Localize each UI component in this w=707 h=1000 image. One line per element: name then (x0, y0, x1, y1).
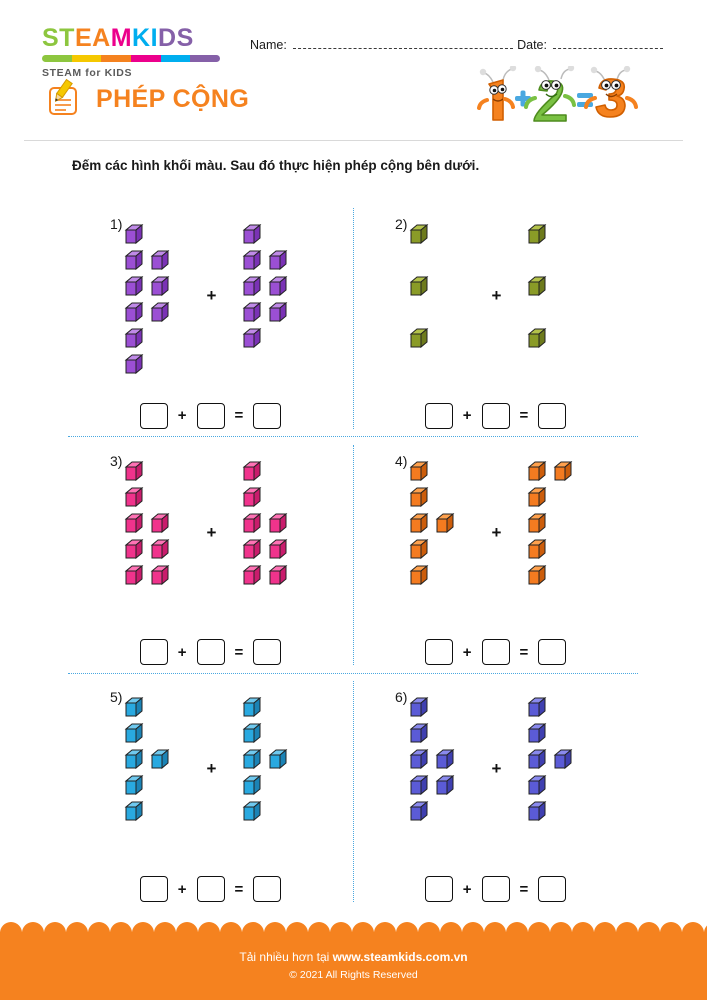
cube-right (526, 276, 548, 298)
cube-left (408, 487, 430, 509)
cube-right (526, 487, 548, 509)
cube-right (241, 801, 263, 823)
name-date-row (250, 38, 667, 52)
answer-row (68, 403, 353, 429)
answer-row (68, 639, 353, 665)
cube-left (123, 328, 145, 350)
123-cartoon-numbers-icon (469, 66, 649, 126)
cube-left (123, 276, 145, 298)
page-header (0, 0, 707, 140)
footer-website[interactable]: www.steamkids.com.vn (332, 950, 468, 964)
cube-plus-sign: + (491, 759, 502, 779)
answer-box-result[interactable] (253, 876, 281, 902)
footer-site-line (0, 950, 707, 964)
problem-number: 5) (110, 689, 123, 706)
cube-right (241, 250, 263, 272)
cube-left (123, 775, 145, 797)
cube-left (408, 801, 430, 823)
cube-right (267, 250, 289, 272)
brand-bar-segment (42, 55, 72, 62)
answer-box-result[interactable] (538, 403, 566, 429)
date-label: Date: (517, 38, 547, 52)
brand-bar-segment (161, 55, 191, 62)
plus-sign: + (462, 643, 472, 661)
problem-number: 1) (110, 216, 123, 232)
plus-sign: + (462, 407, 472, 425)
cube-left (408, 328, 430, 350)
cube-right (552, 461, 574, 483)
cube-left (123, 539, 145, 561)
answer-row (353, 876, 638, 902)
brand-letter-group: DS (158, 24, 194, 52)
footer-copyright: © 2021 All Rights Reserved (289, 969, 418, 981)
answer-box-right[interactable] (482, 639, 510, 665)
answer-box-result[interactable] (538, 639, 566, 665)
problem-cell (353, 673, 638, 910)
problem-cell (353, 200, 638, 437)
cube-left (408, 224, 430, 246)
cube-plus-sign: + (206, 522, 217, 542)
cube-illustration (376, 461, 616, 611)
cube-left (149, 539, 171, 561)
equals-sign: = (519, 407, 529, 425)
brand-bar-segment (190, 55, 220, 62)
cube-left (123, 461, 145, 483)
cube-left (408, 723, 430, 745)
plus-sign: + (177, 643, 187, 661)
problem-number: 3) (110, 452, 123, 469)
brand-bar-segment (101, 55, 131, 62)
cube-left (408, 539, 430, 561)
cube-right (526, 461, 548, 483)
brand-subtitle: STEAM for KIDS (42, 67, 133, 79)
cube-right (526, 328, 548, 350)
cube-right (267, 513, 289, 535)
answer-box-right[interactable] (482, 876, 510, 902)
cube-left (434, 749, 456, 771)
footer-bar (0, 936, 707, 1000)
cube-left (149, 513, 171, 535)
cube-right (526, 801, 548, 823)
brand-letter-group: ST (42, 24, 75, 52)
page-footer (0, 922, 707, 1000)
brand-letter-group: KI (132, 24, 159, 52)
footer-prefix: Tải nhiều hơn tại (239, 950, 333, 964)
date-input-line[interactable] (553, 39, 663, 49)
answer-box-right[interactable] (197, 403, 225, 429)
brand-letter-group: EA (74, 24, 111, 52)
equals-sign: = (234, 880, 244, 898)
answer-box-left[interactable] (425, 639, 453, 665)
answer-row (353, 403, 638, 429)
cube-left (149, 250, 171, 272)
equals-sign: = (234, 407, 244, 425)
cube-right (267, 539, 289, 561)
title-row (42, 78, 249, 120)
cube-right (241, 775, 263, 797)
cube-plus-sign: + (491, 286, 502, 305)
cube-plus-sign: + (206, 759, 217, 779)
cube-right (241, 697, 263, 719)
problems-grid (68, 200, 638, 910)
cube-plus-sign: + (206, 286, 217, 305)
cube-left (408, 749, 430, 771)
cube-plus-sign: + (491, 522, 502, 542)
instruction-text: Đếm các hình khối màu. Sau đó thực hiện phép cộng bên dưới. (72, 158, 480, 173)
answer-box-result[interactable] (253, 639, 281, 665)
answer-box-left[interactable] (140, 876, 168, 902)
cube-right (552, 749, 574, 771)
cube-left (123, 354, 145, 376)
cube-right (267, 565, 289, 587)
cube-right (241, 487, 263, 509)
cube-right (241, 565, 263, 587)
cube-right (267, 276, 289, 298)
cube-right (526, 224, 548, 246)
cube-right (241, 749, 263, 771)
cube-left (123, 224, 145, 246)
name-input-line[interactable] (293, 39, 513, 49)
header-divider (24, 140, 683, 141)
equals-sign: = (234, 643, 244, 661)
cube-illustration (376, 697, 616, 847)
cube-left (123, 302, 145, 324)
answer-box-result[interactable] (253, 403, 281, 429)
equals-sign: = (519, 880, 529, 898)
problem-number: 6) (395, 689, 408, 706)
cube-right (526, 723, 548, 745)
cube-right (241, 539, 263, 561)
cube-right (526, 565, 548, 587)
cube-left (149, 276, 171, 298)
cube-right (241, 461, 263, 483)
cube-left (408, 461, 430, 483)
answer-box-left[interactable] (140, 639, 168, 665)
cube-right (241, 276, 263, 298)
cube-left (408, 276, 430, 298)
problem-cell (68, 673, 353, 910)
plus-sign: + (177, 880, 187, 898)
cube-left (123, 697, 145, 719)
answer-box-left[interactable] (425, 403, 453, 429)
cube-left (123, 250, 145, 272)
cube-right (241, 328, 263, 350)
cube-left (123, 513, 145, 535)
cube-left (123, 801, 145, 823)
answer-box-left[interactable] (140, 403, 168, 429)
answer-box-right[interactable] (197, 876, 225, 902)
cube-right (241, 224, 263, 246)
cube-right (526, 749, 548, 771)
cube-right (241, 302, 263, 324)
cube-left (149, 302, 171, 324)
answer-box-right[interactable] (197, 639, 225, 665)
plus-sign: + (177, 407, 187, 425)
brand-bar-segment (131, 55, 161, 62)
cube-right (526, 513, 548, 535)
brand-letter-group: M (110, 24, 133, 52)
cube-left (434, 513, 456, 535)
cube-left (123, 487, 145, 509)
row-divider-horizontal (68, 436, 638, 437)
cube-left (408, 775, 430, 797)
answer-row (68, 876, 353, 902)
cube-right (241, 723, 263, 745)
cube-left (434, 775, 456, 797)
cube-left (123, 565, 145, 587)
cube-right (267, 749, 289, 771)
problem-number: 4) (395, 452, 408, 469)
problem-cell (68, 437, 353, 674)
cube-illustration (91, 224, 331, 374)
problem-number: 2) (395, 216, 408, 232)
cube-illustration (91, 461, 331, 611)
cube-right (267, 302, 289, 324)
brand-bar-segment (72, 55, 102, 62)
cube-right (526, 697, 548, 719)
answer-row (353, 639, 638, 665)
cube-right (526, 539, 548, 561)
cube-left (408, 697, 430, 719)
notepad-pencil-icon (42, 78, 84, 120)
cube-left (149, 565, 171, 587)
cube-right (526, 775, 548, 797)
answer-box-result[interactable] (538, 876, 566, 902)
plus-sign: + (462, 880, 472, 898)
brand-logo (42, 26, 227, 79)
cube-illustration (376, 224, 616, 374)
cube-left (408, 565, 430, 587)
brand-color-bar (42, 55, 220, 62)
cube-left (149, 749, 171, 771)
cube-right (241, 513, 263, 535)
brand-wordmark (42, 26, 227, 51)
problem-cell (68, 200, 353, 437)
cube-left (408, 513, 430, 535)
row-divider-horizontal (68, 673, 638, 674)
answer-box-left[interactable] (425, 876, 453, 902)
page-title: PHÉP CỘNG (96, 84, 250, 113)
cube-illustration (91, 697, 331, 847)
cube-left (123, 723, 145, 745)
cube-left (123, 749, 145, 771)
name-label: Name: (250, 38, 287, 52)
equals-sign: = (519, 643, 529, 661)
answer-box-right[interactable] (482, 403, 510, 429)
problem-cell (353, 437, 638, 674)
